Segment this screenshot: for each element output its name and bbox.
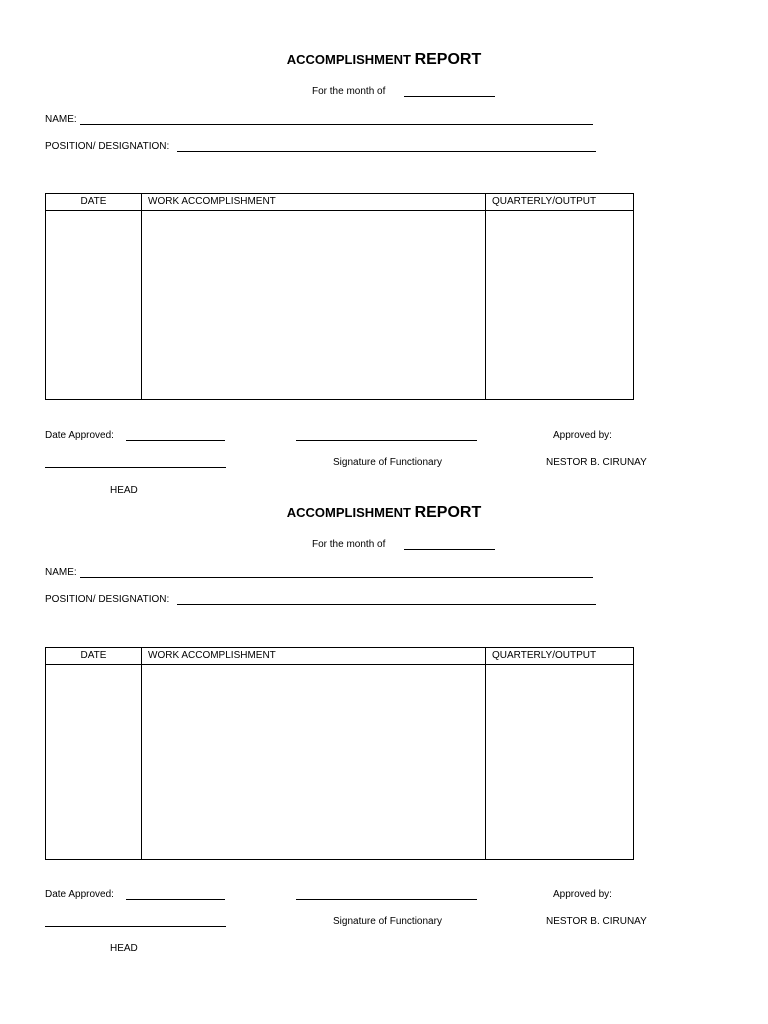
title-suffix: REPORT — [414, 51, 482, 68]
work-column-header: WORK ACCOMPLISHMENT — [142, 648, 486, 665]
approved-by-label: Approved by: — [553, 430, 612, 441]
month-label: For the month of — [312, 539, 386, 550]
position-label: POSITION/ DESIGNATION: — [45, 141, 170, 152]
approved-by-label: Approved by: — [553, 889, 612, 900]
output-column-header: QUARTERLY/OUTPUT — [486, 194, 634, 211]
name-label: NAME: — [45, 114, 77, 125]
output-cell[interactable] — [486, 211, 634, 400]
position-label: POSITION/ DESIGNATION: — [45, 594, 170, 605]
head-label-2: HEAD — [110, 943, 138, 954]
output-column-header: QUARTERLY/OUTPUT — [486, 648, 634, 665]
head-signature-line-2[interactable] — [45, 926, 226, 927]
signature-line[interactable] — [296, 899, 477, 900]
table-row — [46, 211, 634, 400]
date-cell[interactable] — [46, 211, 142, 400]
month-label: For the month of — [312, 86, 386, 97]
position-field-line[interactable] — [177, 604, 596, 605]
accomplishment-table — [45, 647, 634, 860]
position-field-line[interactable] — [177, 151, 596, 152]
name-label: NAME: — [45, 567, 77, 578]
month-field-line[interactable] — [404, 96, 495, 97]
accomplishment-report-form-1 — [0, 0, 768, 496]
table-header-row — [46, 194, 634, 211]
title-main: ACCOMPLISHMENT — [286, 52, 411, 67]
date-cell[interactable] — [46, 665, 142, 860]
work-cell[interactable] — [142, 665, 486, 860]
name-field-line[interactable] — [80, 124, 593, 125]
accomplishment-report-form-2 — [0, 453, 768, 908]
head-label: HEAD — [110, 485, 138, 496]
approver-name-2: NESTOR B. CIRUNAY — [546, 916, 647, 927]
approver-name: NESTOR B. CIRUNAY — [546, 457, 647, 468]
title-suffix: REPORT — [414, 504, 482, 521]
work-cell[interactable] — [142, 211, 486, 400]
signature-label-2: Signature of Functionary — [333, 916, 442, 927]
month-field-line[interactable] — [404, 549, 495, 550]
date-approved-label: Date Approved: — [45, 889, 114, 900]
table-header-row — [46, 648, 634, 665]
signature-label: Signature of Functionary — [333, 457, 442, 468]
date-column-header: DATE — [46, 648, 142, 665]
date-column-header: DATE — [46, 194, 142, 211]
title-main: ACCOMPLISHMENT — [286, 505, 411, 520]
date-approved-field-line[interactable] — [126, 899, 225, 900]
date-approved-label: Date Approved: — [45, 430, 114, 441]
name-field-line[interactable] — [80, 577, 593, 578]
signature-line[interactable] — [296, 440, 477, 441]
output-cell[interactable] — [486, 665, 634, 860]
table-row — [46, 665, 634, 860]
accomplishment-table — [45, 193, 634, 400]
report-title — [0, 504, 768, 522]
date-approved-field-line[interactable] — [126, 440, 225, 441]
report-title — [0, 51, 768, 69]
work-column-header: WORK ACCOMPLISHMENT — [142, 194, 486, 211]
